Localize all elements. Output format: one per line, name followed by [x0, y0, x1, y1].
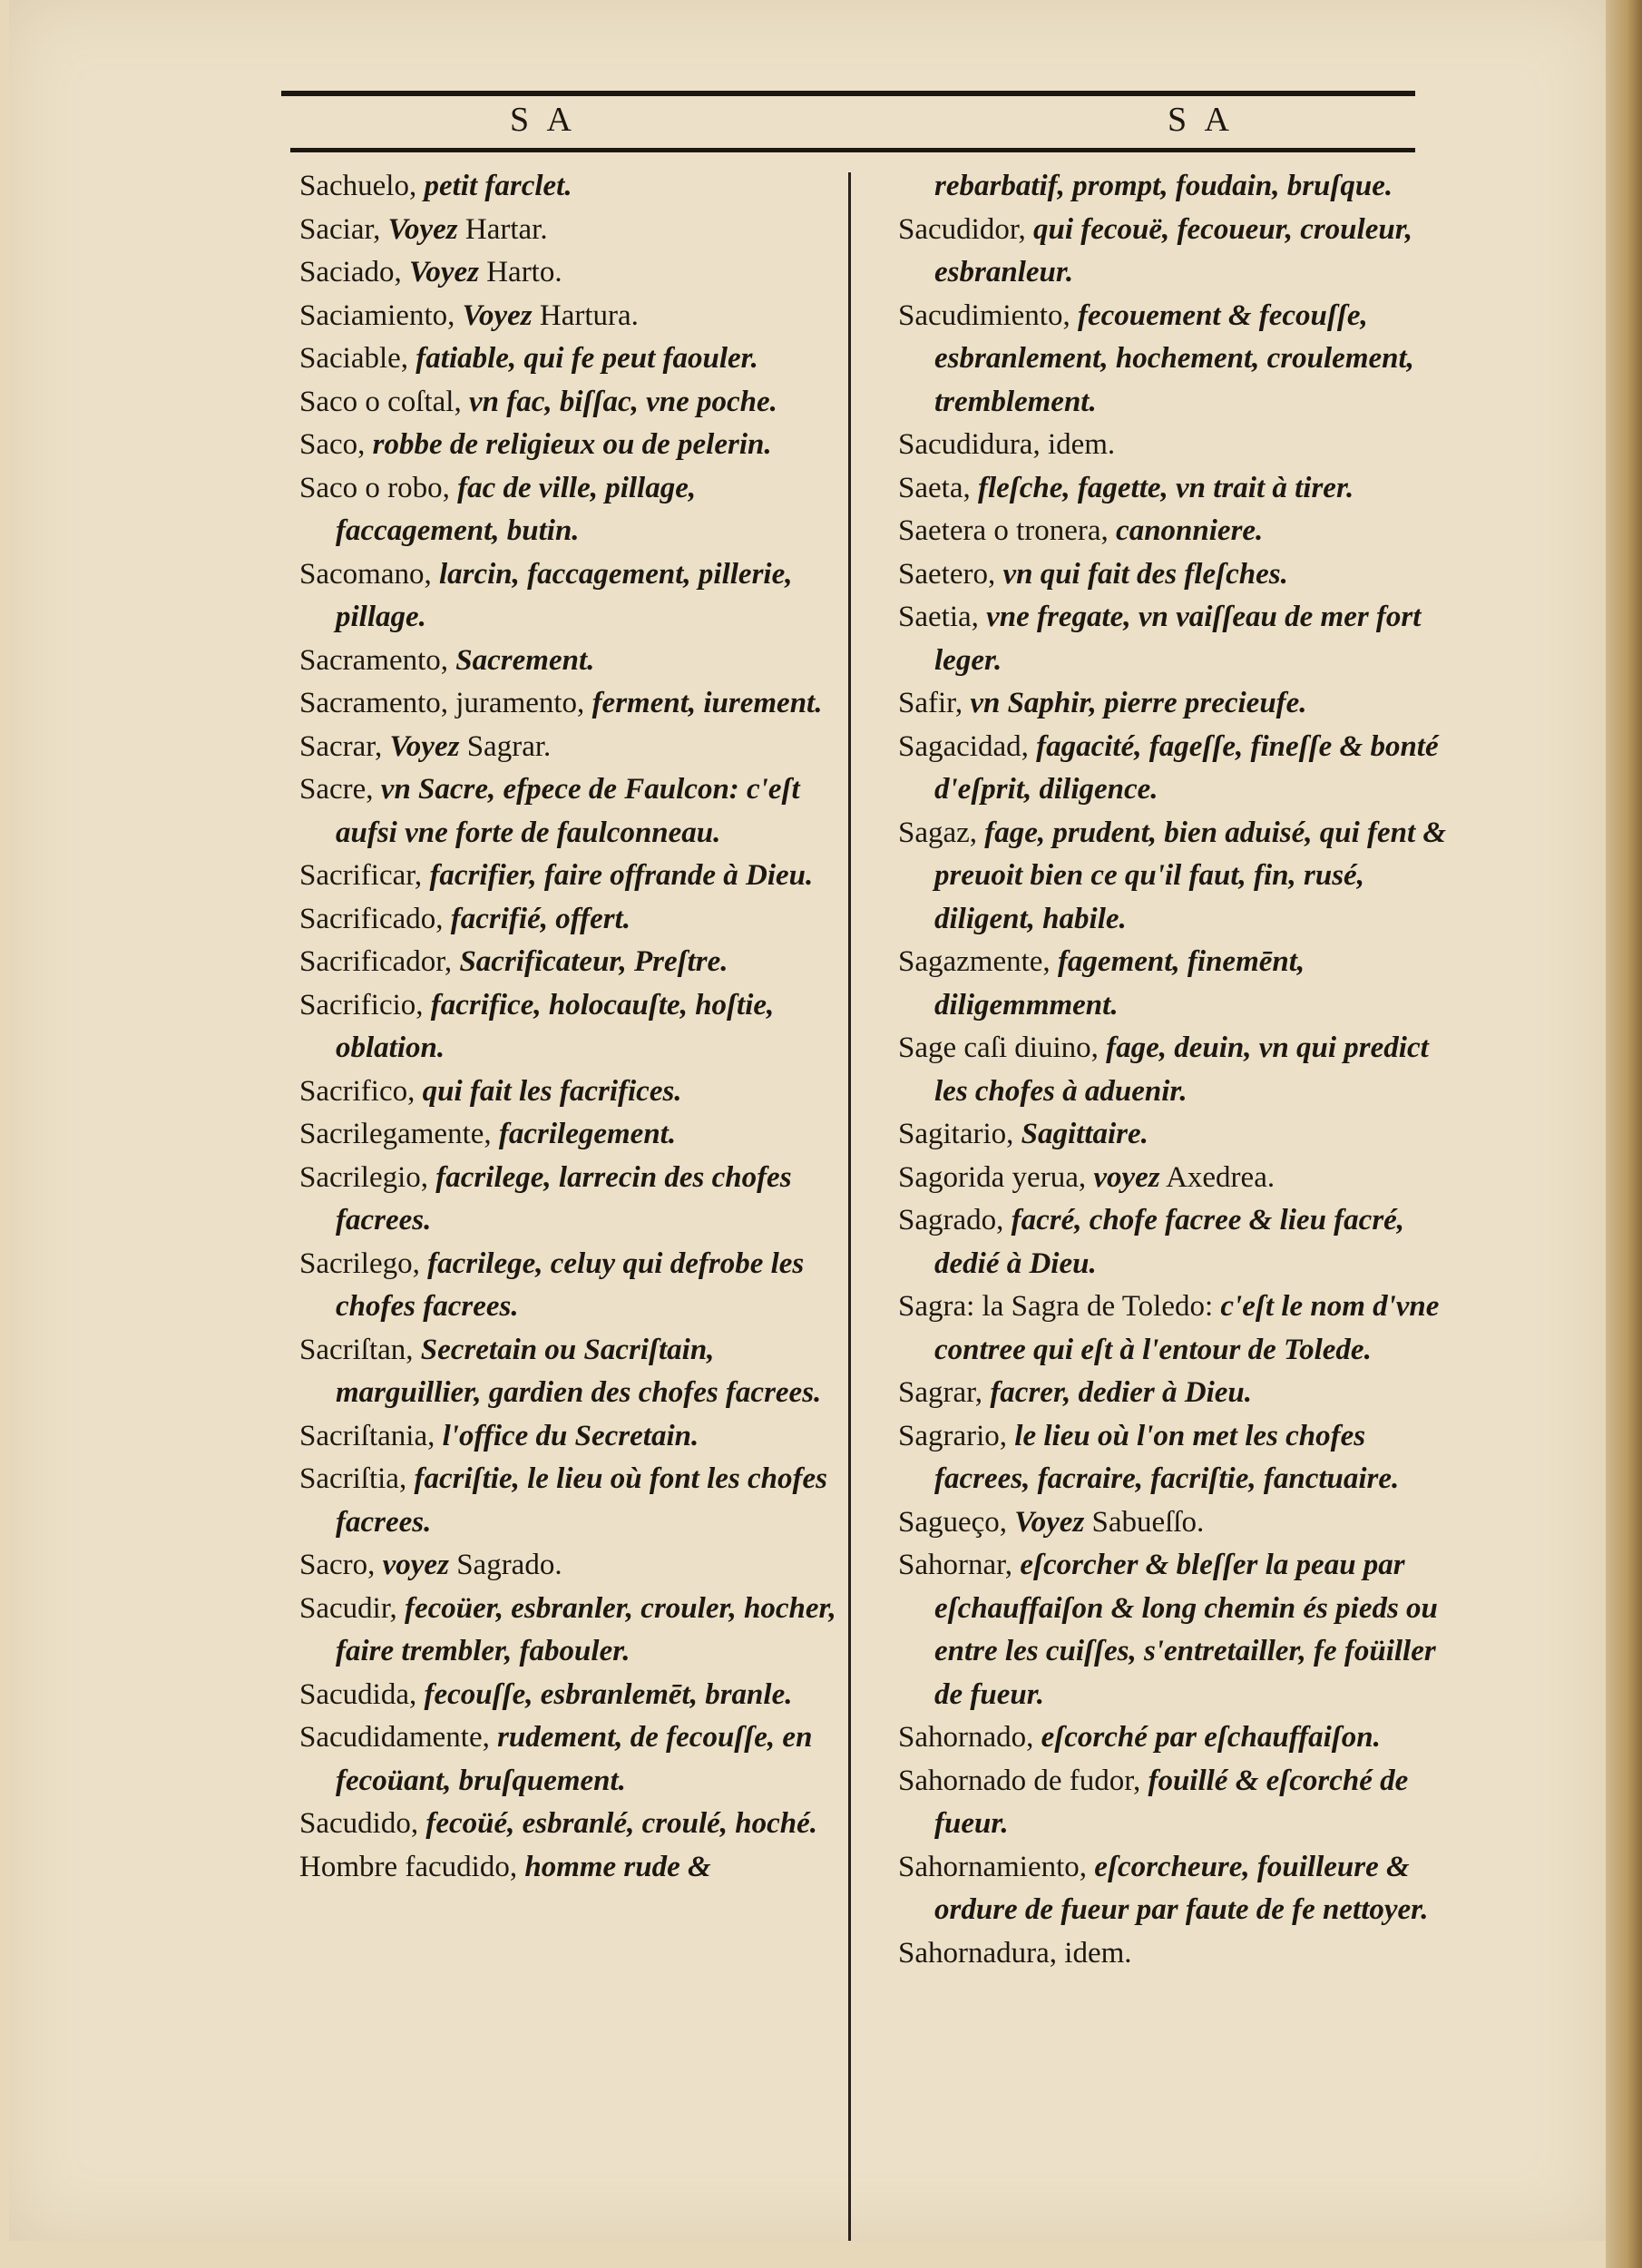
- entry-cross-reference: Sagrado.: [456, 1549, 562, 1581]
- entry-headword: Sacudir,: [299, 1591, 397, 1625]
- dictionary-entry: [299, 209, 844, 252]
- column-divider: [848, 172, 851, 2241]
- dictionary-entry: [898, 424, 1447, 467]
- dictionary-entry: [898, 553, 1447, 597]
- entry-headword: Sagacidad,: [898, 729, 1029, 763]
- dictionary-entry: [299, 337, 844, 381]
- dictionary-entry: [898, 209, 1447, 295]
- header-rule: [290, 148, 1415, 152]
- entry-translation: eſcorcheure, fouilleure & ordure de fueur par faute de fe nettoyer.: [934, 1850, 1429, 1926]
- entry-translation: Voyez: [462, 298, 533, 332]
- dictionary-entry: [898, 682, 1447, 726]
- left-column: [299, 165, 844, 1889]
- dictionary-entry: [898, 726, 1447, 812]
- dictionary-entry: [299, 381, 844, 425]
- entry-headword: Safir,: [898, 687, 963, 719]
- entry-headword: Sacudida,: [299, 1677, 417, 1711]
- dictionary-entry: [898, 1415, 1447, 1501]
- entry-headword: Sagorida yerua,: [898, 1160, 1087, 1194]
- entry-translation: fatiable, qui fe peut faouler.: [415, 342, 758, 375]
- entry-translation: fleſche, fagette, vn trait à tirer.: [977, 471, 1354, 504]
- right-column: [898, 165, 1447, 1975]
- dictionary-entry: [299, 898, 844, 942]
- entry-headword: Sagitario,: [898, 1118, 1014, 1150]
- entry-headword: Sagazmente,: [898, 945, 1051, 978]
- entry-translation: Sacrificateur, Preſtre.: [459, 945, 728, 978]
- entry-translation: eſcorché par eſchauffaiſon.: [1041, 1721, 1381, 1754]
- entry-headword: Sagaz,: [898, 816, 978, 849]
- entry-headword: Saco o coſtal,: [299, 385, 462, 418]
- entry-translation: canonniere.: [1116, 514, 1264, 547]
- dictionary-entry: [898, 1544, 1447, 1716]
- entry-translation: fagacité, fageſſe, fineſſe & bonté d'eſprit, diligence.: [934, 729, 1439, 806]
- entry-headword: Sahornado,: [898, 1721, 1034, 1754]
- entry-cross-reference: Harto.: [486, 256, 562, 288]
- entry-headword: Sacudimiento,: [898, 298, 1070, 332]
- entry-translation: vn qui fait des fleſches.: [1002, 557, 1288, 591]
- entry-headword: Sagrado,: [898, 1204, 1004, 1237]
- dictionary-entry: [898, 1716, 1447, 1760]
- entry-headword: Saciado,: [299, 256, 402, 288]
- dictionary-entry: [898, 165, 1447, 209]
- dictionary-entry: [299, 424, 844, 467]
- entry-translation: rudement, de fecouſſe, en fecoüant, bruſquement.: [336, 1721, 813, 1797]
- entry-headword: Saco o robo,: [299, 471, 450, 504]
- entry-headword: Sage caſi diuino,: [898, 1031, 1099, 1064]
- entry-translation: qui fecouë, fecoueur, crouleur, esbranleur.: [934, 212, 1412, 288]
- entry-headword: Sacro,: [299, 1549, 376, 1581]
- dictionary-entry: [898, 1113, 1447, 1157]
- entry-headword: Saciable,: [299, 342, 409, 375]
- entry-translation: fecoüer, esbranler, crouler, hocher, faire trembler, fabouler.: [336, 1591, 836, 1667]
- entry-headword: Sahornadura, idem.: [898, 1936, 1132, 1970]
- entry-cross-reference: Sabueſſo.: [1091, 1505, 1205, 1539]
- dictionary-entry: [299, 165, 844, 209]
- entry-translation: qui fait les facrifices.: [422, 1074, 682, 1108]
- entry-headword: Sacudidor,: [898, 212, 1026, 246]
- dictionary-entry: [299, 726, 844, 769]
- entry-continuation: rebarbatif, prompt, foudain, bruſque.: [934, 170, 1393, 202]
- dictionary-entry: [299, 768, 844, 855]
- entry-translation: fouillé & eſcorché de fueur.: [934, 1764, 1409, 1840]
- entry-translation: homme rude &: [524, 1850, 711, 1883]
- entry-headword: Sacudidura, idem.: [898, 428, 1116, 461]
- dictionary-entry: [299, 1803, 844, 1846]
- entry-translation: facré, chofe facree & lieu facré, dedié à Dieu.: [934, 1204, 1405, 1280]
- running-head-left: S A: [510, 101, 577, 139]
- entry-headword: Saetia,: [898, 601, 979, 633]
- entry-headword: Sacramento, juramento,: [299, 687, 585, 719]
- dictionary-entry: [299, 855, 844, 898]
- dictionary-entry: [299, 941, 844, 984]
- dictionary-entry: [898, 812, 1447, 942]
- dictionary-entry: [898, 467, 1447, 511]
- top-rule: [281, 91, 1415, 96]
- dictionary-entry: [299, 1157, 844, 1243]
- entry-translation: Voyez: [389, 729, 460, 763]
- entry-translation: Secretain ou Sacriſtain, marguillier, gardien des chofes facrees.: [336, 1333, 822, 1409]
- entry-headword: Sachuelo,: [299, 170, 417, 202]
- entry-headword: Sacriſtia,: [299, 1462, 407, 1495]
- dictionary-entry: [898, 1501, 1447, 1545]
- dictionary-entry: [898, 1932, 1447, 1976]
- entry-headword: Sacudido,: [299, 1807, 419, 1840]
- entry-headword: Sacomano,: [299, 557, 432, 591]
- entry-headword: Sacre,: [299, 773, 374, 806]
- entry-headword: Sacudidamente,: [299, 1721, 490, 1754]
- dictionary-entry: [299, 1329, 844, 1415]
- entry-headword: Saco,: [299, 428, 366, 461]
- entry-headword: Sacrificado,: [299, 902, 444, 935]
- dictionary-entry: [898, 596, 1447, 682]
- entry-translation: fage, prudent, bien aduisé, qui fent & preuoit bien ce qu'il faut, fin, rusé, diligent, habile.: [934, 816, 1447, 935]
- entry-headword: Saeta,: [898, 471, 971, 504]
- entry-headword: Saciar,: [299, 212, 381, 246]
- entry-translation: fagement, finemēnt, diligemmment.: [934, 945, 1305, 1022]
- entry-headword: Hombre facudido,: [299, 1850, 518, 1883]
- entry-headword: Sacrificio,: [299, 988, 424, 1022]
- entry-headword: Sacrilegamente,: [299, 1118, 492, 1150]
- entry-cross-reference: Sagrar.: [466, 729, 552, 763]
- entry-translation: c'eſt le nom d'vne contree qui eſt à l'entour de Tolede.: [934, 1290, 1440, 1366]
- entry-headword: Sahornar,: [898, 1549, 1013, 1581]
- entry-translation: voyez: [382, 1549, 449, 1581]
- entry-headword: Sacrificador,: [299, 945, 453, 978]
- entry-translation: Voyez: [387, 212, 458, 246]
- dictionary-page: [9, 0, 1606, 2241]
- dictionary-entry: [299, 640, 844, 683]
- entry-translation: vne fregate, vn vaiſſeau de mer fort leger.: [934, 601, 1422, 677]
- entry-translation: vn fac, biſſac, vne poche.: [468, 385, 777, 418]
- entry-translation: facrifier, faire offrande à Dieu.: [429, 859, 814, 892]
- dictionary-entry: [299, 1070, 844, 1114]
- entry-headword: Sacrilego,: [299, 1246, 420, 1280]
- entry-headword: Sagueço,: [898, 1505, 1008, 1539]
- dictionary-entry: [299, 1415, 844, 1459]
- dictionary-entry: [299, 1544, 844, 1588]
- entry-translation: voyez: [1093, 1160, 1160, 1194]
- entry-translation: le lieu où l'on met les chofes facrees, facraire, facriſtie, fanctuaire.: [934, 1419, 1400, 1495]
- entry-headword: Sacrilegio,: [299, 1160, 429, 1194]
- entry-headword: Sahornamiento,: [898, 1850, 1088, 1883]
- entry-headword: Sacramento,: [299, 643, 449, 677]
- entry-translation: fecoüé, esbranlé, croulé, hoché.: [425, 1807, 818, 1840]
- dictionary-entry: [299, 1458, 844, 1544]
- entry-translation: l'office du Secretain.: [442, 1419, 699, 1452]
- entry-translation: facrer, dedier à Dieu.: [990, 1376, 1253, 1409]
- running-head-right: S A: [1168, 101, 1235, 139]
- dictionary-entry: [299, 1674, 844, 1717]
- dictionary-entry: [898, 510, 1447, 553]
- dictionary-entry: [299, 1113, 844, 1157]
- entry-cross-reference: Hartar.: [464, 212, 548, 246]
- entry-translation: facrilege, celuy qui defrobe les chofes facrees.: [336, 1246, 805, 1323]
- entry-headword: Sagra: la Sagra de Toledo:: [898, 1290, 1214, 1323]
- dictionary-entry: [898, 1157, 1447, 1200]
- dictionary-entry: [299, 984, 844, 1070]
- entry-translation: ferment, iurement.: [591, 687, 823, 719]
- dictionary-entry: [898, 295, 1447, 425]
- page-edge: [1606, 0, 1642, 2268]
- entry-translation: Sacrement.: [455, 643, 595, 677]
- dictionary-entry: [299, 295, 844, 338]
- entry-translation: fac de ville, pillage, faccagement, butin.: [336, 471, 697, 547]
- entry-translation: petit farclet.: [424, 170, 572, 202]
- entry-translation: eſcorcher & bleſſer la peau par eſchauffaiſon & long chemin és pieds ou entre les cuiſſes, s'entretailler, fe foüiller de fueur.: [934, 1549, 1438, 1711]
- entry-translation: Sagittaire.: [1021, 1118, 1148, 1150]
- dictionary-entry: [299, 553, 844, 640]
- entry-headword: Saciamiento,: [299, 298, 455, 332]
- entry-headword: Saetero,: [898, 557, 996, 591]
- dictionary-entry: [299, 1716, 844, 1803]
- dictionary-entry: [299, 1846, 844, 1890]
- entry-translation: facriſtie, le lieu où font les chofes facrees.: [336, 1462, 827, 1539]
- dictionary-entry: [299, 1588, 844, 1674]
- dictionary-entry: [898, 1286, 1447, 1372]
- entry-headword: Saetera o tronera,: [898, 514, 1109, 547]
- entry-headword: Sacrifico,: [299, 1074, 415, 1108]
- entry-translation: robbe de religieux ou de pelerin.: [372, 428, 772, 461]
- entry-headword: Sagrario,: [898, 1419, 1008, 1452]
- entry-headword: Sacrar,: [299, 729, 383, 763]
- dictionary-entry: [898, 941, 1447, 1027]
- entry-translation: fage, deuin, vn qui predict les chofes à aduenir.: [934, 1031, 1429, 1108]
- entry-translation: larcin, faccagement, pillerie, pillage.: [336, 557, 793, 633]
- entry-translation: Voyez: [408, 256, 479, 288]
- dictionary-entry: [898, 1372, 1447, 1415]
- entry-headword: Sacriſtania,: [299, 1419, 435, 1452]
- dictionary-entry: [299, 467, 844, 553]
- entry-translation: facrifié, offert.: [450, 902, 631, 935]
- entry-translation: Voyez: [1014, 1505, 1085, 1539]
- entry-translation: facrilegement.: [498, 1118, 677, 1150]
- dictionary-entry: [299, 682, 844, 726]
- entry-translation: facrilege, larrecin des chofes facrees.: [336, 1160, 792, 1237]
- dictionary-entry: [898, 1027, 1447, 1113]
- dictionary-entry: [898, 1199, 1447, 1286]
- entry-translation: fecouſſe, esbranlemēt, branle.: [424, 1677, 793, 1711]
- entry-translation: vn Sacre, efpece de Faulcon: c'eſt aufsi vne forte de faulconneau.: [336, 773, 800, 849]
- entry-translation: vn Saphir, pierre precieufe.: [970, 687, 1307, 719]
- entry-translation: fecouement & fecouſſe, esbranlement, hochement, croulement, tremblement.: [934, 298, 1414, 418]
- entry-headword: Sacrificar,: [299, 859, 423, 892]
- entry-headword: Sacriſtan,: [299, 1333, 414, 1366]
- entry-cross-reference: Hartura.: [539, 298, 639, 332]
- entry-translation: facrifice, holocauſte, hoſtie, oblation.: [336, 988, 775, 1064]
- dictionary-entry: [299, 251, 844, 295]
- entry-headword: Sagrar,: [898, 1376, 983, 1409]
- entry-cross-reference: Axedrea.: [1166, 1160, 1275, 1194]
- dictionary-entry: [299, 1243, 844, 1329]
- dictionary-entry: [898, 1846, 1447, 1932]
- dictionary-entry: [898, 1760, 1447, 1846]
- entry-headword: Sahornado de fudor,: [898, 1764, 1141, 1797]
